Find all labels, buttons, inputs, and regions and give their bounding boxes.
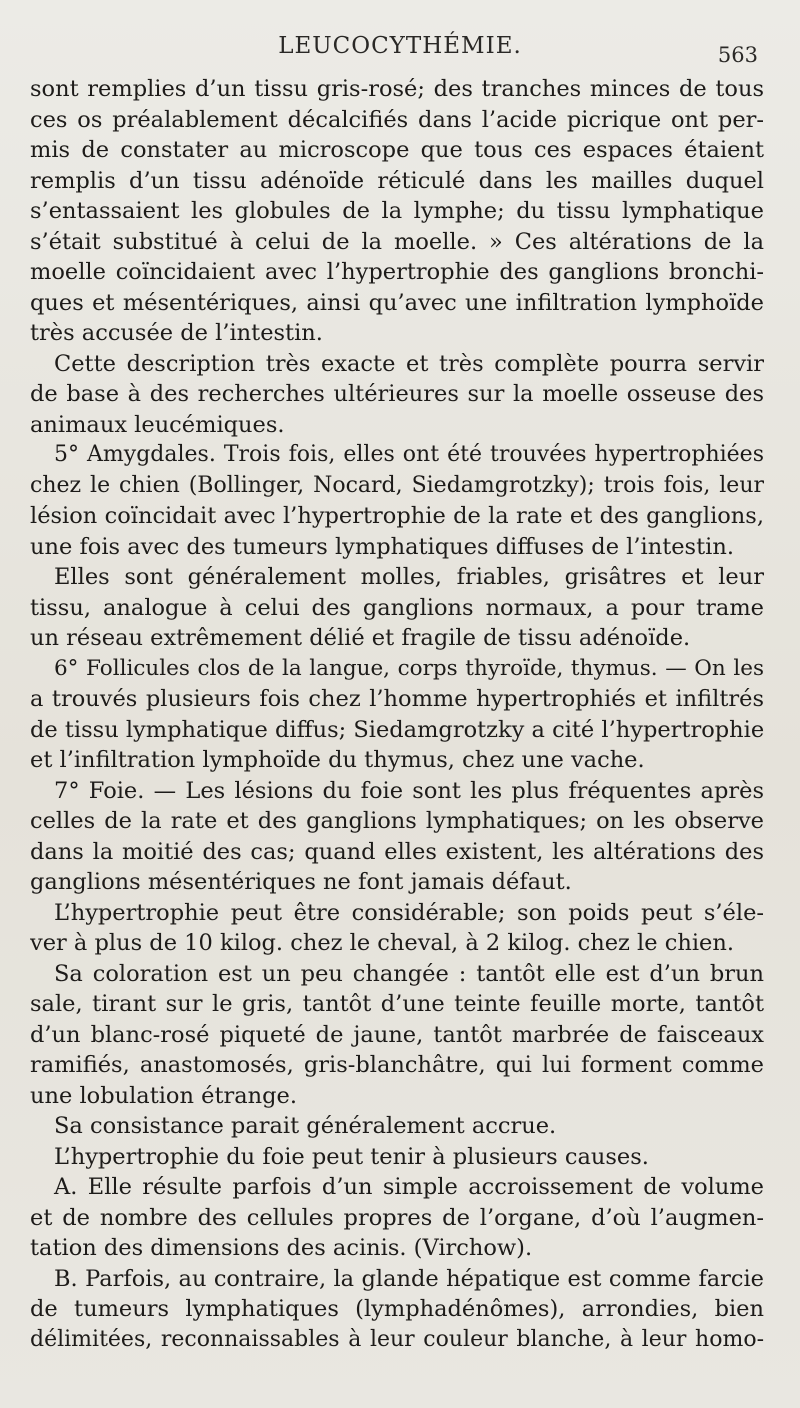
text-line: ces os préalablement décalcifiés dans l’acide picrique ont per- <box>30 106 764 133</box>
text-line: mis de constater au microscope que tous ces espaces étaient <box>30 137 764 163</box>
running-header: LEUCOCYTHÉMIE. <box>278 33 522 59</box>
text-line: un réseau extrêmement délié et fragile de tissu adénoïde. <box>30 625 691 651</box>
text-line: s’était substitué à celui de la moelle. » Ces altérations de la <box>30 228 764 255</box>
text-line: animaux leucémiques. <box>30 411 285 438</box>
text-line: d’un blanc-rosé piqueté de jaune, tantôt marbrée de faisceaux <box>30 1021 764 1048</box>
text-line: celles de la rate et des ganglions lymphatiques; on les observe <box>30 808 764 834</box>
text-line: 6° Follicules clos de la langue, corps thyroïde, thymus. — On les <box>54 655 764 681</box>
text-line: de tissu lymphatique diffus; Siedamgrotzky a cité l’hypertrophie <box>30 716 764 743</box>
text-line: 5° Amygdales. Trois fois, elles ont été trouvées hypertrophiées <box>54 442 764 467</box>
text-line: une fois avec des tumeurs lymphatiques diffuses de l’intestin. <box>30 533 734 560</box>
text-line: remplis d’un tissu adénoïde réticulé dans les mailles duquel <box>30 167 764 194</box>
text-line: L’hypertrophie du foie peut tenir à plusieurs causes. <box>54 1143 649 1170</box>
body-text <box>30 74 764 1355</box>
text-line: ver à plus de 10 kilog. chez le cheval, à 2 kilog. chez le chien. <box>30 930 734 956</box>
text-line: Sa coloration est un peu changée : tantôt elle est d’un brun <box>54 960 764 987</box>
text-line: 7° Foie. — Les lésions du foie sont les plus fréquentes après <box>54 777 764 804</box>
text-line: A. Elle résulte parfois d’un simple accroissement de volume <box>54 1174 764 1200</box>
text-line: s’entassaient les globules de la lymphe; du tissu lymphatique <box>30 198 764 224</box>
text-line: chez le chien (Bollinger, Nocard, Siedamgrotzky); trois fois, leur <box>30 472 764 498</box>
text-line: ganglions mésentériques ne font jamais défaut. <box>30 869 572 895</box>
text-line: tissu, analogue à celui des ganglions normaux, a pour trame <box>30 594 764 621</box>
text-line: dans la moitié des cas; quand elles existent, les altérations des <box>30 838 764 865</box>
text-line: et de nombre des cellules propres de l’organe, d’où l’augmen- <box>30 1204 764 1231</box>
text-line: ques et mésentériques, ainsi qu’avec une infiltration lymphoïde <box>30 289 764 316</box>
text-line: délimitées, reconnaissables à leur couleur blanche, à leur homo- <box>30 1326 764 1352</box>
text-line: sont remplies d’un tissu gris-rosé; des tranches minces de tous <box>30 76 764 102</box>
text-line: L’hypertrophie peut être considérable; son poids peut s’éle- <box>54 899 764 926</box>
text-line: a trouvés plusieurs fois chez l’homme hypertrophiés et infiltrés <box>30 686 764 712</box>
page-number: 563 <box>717 43 758 67</box>
text-line: sale, tirant sur le gris, tantôt d’une teinte feuille morte, tantôt <box>30 991 764 1017</box>
text-line: B. Parfois, au contraire, la glande hépatique est comme farcie <box>54 1265 764 1292</box>
text-line: Cette description très exacte et très complète pourra servir <box>54 350 764 377</box>
text-line: de base à des recherches ultérieures sur la moelle osseuse des <box>30 381 764 407</box>
text-line: très accusée de l’intestin. <box>30 320 323 346</box>
text-line: Elles sont généralement molles, friables, grisâtres et leur <box>54 564 764 590</box>
text-line: tation des dimensions des acinis. (Virchow). <box>30 1235 533 1261</box>
text-line: une lobulation étrange. <box>30 1082 298 1109</box>
text-line: lésion coïncidait avec l’hypertrophie de la rate et des ganglions, <box>30 503 764 529</box>
text-line: Sa consistance parait généralement accrue. <box>54 1113 557 1139</box>
text-line: ramifiés, anastomosés, gris-blanchâtre, qui lui forment comme <box>30 1052 764 1078</box>
text-line: et l’infiltration lymphoïde du thymus, chez une vache. <box>30 747 645 773</box>
text-line: de tumeurs lymphatiques (lymphadénômes), arrondies, bien <box>30 1296 764 1322</box>
text-line: moelle coïncidaient avec l’hypertrophie des ganglions bronchi- <box>30 259 764 285</box>
